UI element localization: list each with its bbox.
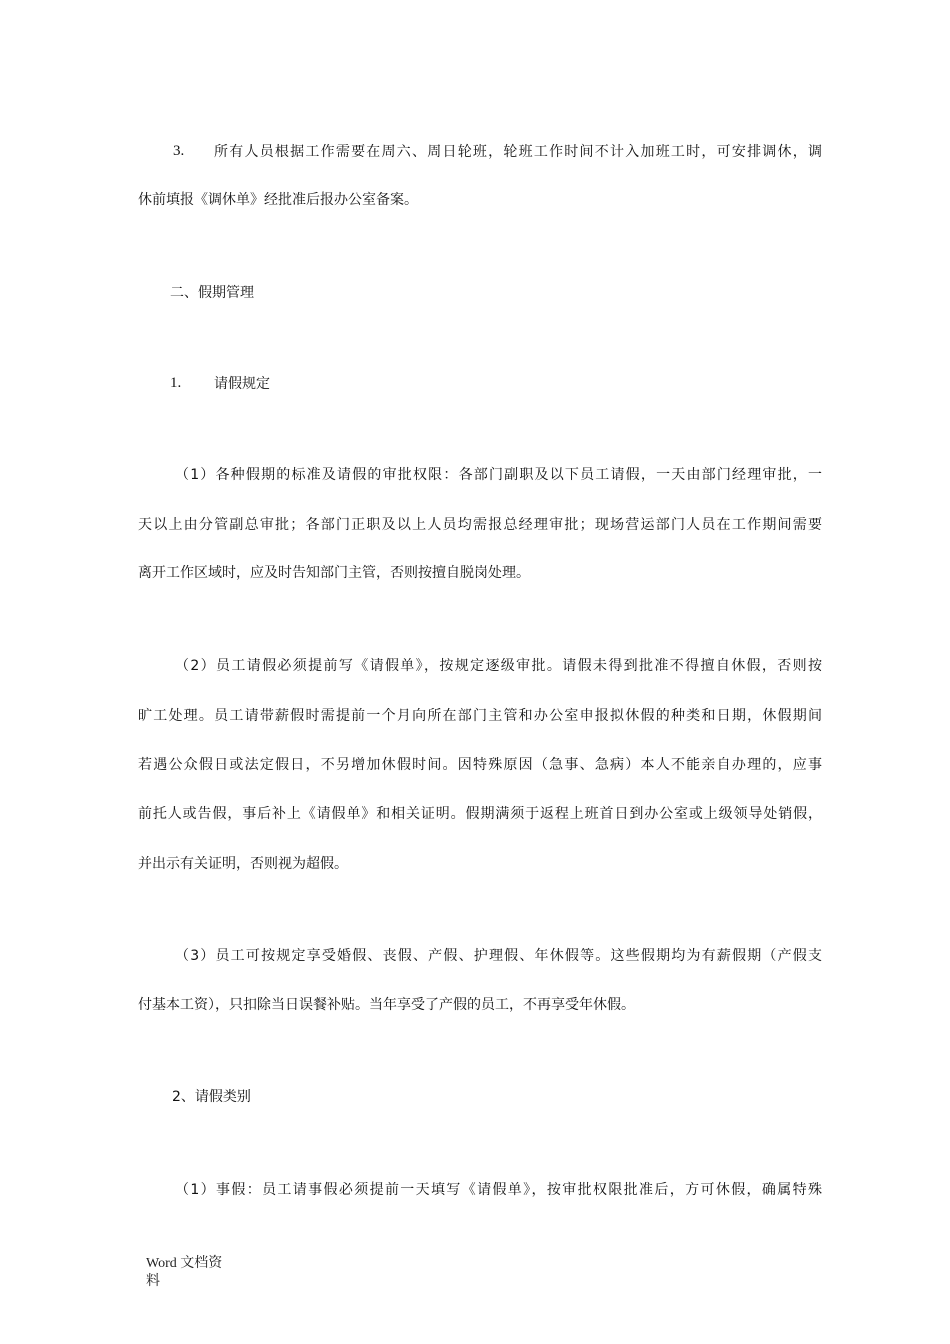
paragraph-2-line-1: （2）员工请假必须提前写《请假单》，按规定逐级审批。请假未得到批准不得擅自休假，否则按 [175, 658, 822, 674]
paragraph-1-line-2: 天以上由分管副总审批；各部门正职及以上人员均需报总经理审批；现场营运部门人员在工作期间需要 [138, 517, 822, 533]
paragraph-4-line-1: （1）事假：员工请事假必须提前一天填写《请假单》，按审批权限批准后，方可休假，确属特殊 [175, 1182, 822, 1198]
paragraph-2-line-2: 旷工处理。员工请带薪假时需提前一个月向所在部门主管和办公室申报拟休假的种类和日期，休假期间 [138, 708, 822, 724]
paragraph-2-line-5: 并出示有关证明，否则视为超假。 [138, 856, 348, 872]
item-3-number: 3. [173, 143, 185, 159]
item-3-line-2: 休前填报《调休单》经批准后报办公室备案。 [138, 192, 418, 208]
item-3-line-1: 所有人员根据工作需要在周六、周日轮班，轮班工作时间不计入加班工时，可安排调休，调 [214, 144, 822, 160]
paragraph-1-line-1: （1）各种假期的标准及请假的审批权限：各部门副职及以下员工请假，一天由部门经理审批，一 [175, 467, 822, 483]
paragraph-1-line-3: 离开工作区域时，应及时告知部门主管，否则按擅自脱岗处理。 [138, 565, 530, 581]
footer-label-line-2: 料 [146, 1274, 160, 1289]
subsection-2-heading: 2、请假类别 [172, 1089, 251, 1105]
paragraph-2-line-3: 若遇公众假日或法定假日，不另增加休假时间。因特殊原因（急事、急病）本人不能亲自办理的，应事 [138, 757, 822, 773]
paragraph-3-line-2: 付基本工资），只扣除当日误餐补贴。当年享受了产假的员工，不再享受年休假。 [138, 997, 635, 1013]
footer-label-line-1: Word 文档资 [146, 1256, 223, 1271]
section-heading-leave-management: 二、假期管理 [170, 285, 254, 301]
paragraph-3-line-1: （3）员工可按规定享受婚假、丧假、产假、护理假、年休假等。这些假期均为有薪假期（产假支 [175, 948, 822, 964]
subsection-1-number: 1. [170, 375, 182, 391]
subsection-1-title: 请假规定 [214, 376, 270, 392]
paragraph-2-line-4: 前托人或告假，事后补上《请假单》和相关证明。假期满须于返程上班首日到办公室或上级领导处销假， [138, 806, 822, 822]
